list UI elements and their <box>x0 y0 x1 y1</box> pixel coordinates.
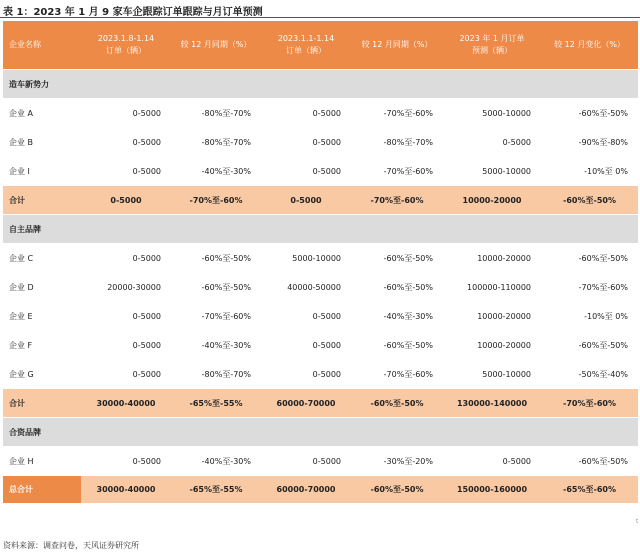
grand-total-row <box>3 476 638 503</box>
company-name-cell: 企业 H <box>3 447 81 475</box>
table-row <box>3 128 638 156</box>
section-title: 自主品牌 <box>3 215 638 243</box>
value-cell: 0-5000 <box>81 302 171 330</box>
company-name-cell: 合计 <box>3 186 81 214</box>
section-row <box>3 418 638 446</box>
title-rule <box>0 17 640 18</box>
company-name-cell: 总合计 <box>3 476 81 503</box>
company-name-cell: 企业 A <box>3 99 81 127</box>
value-cell: -60%至-50% <box>541 447 638 475</box>
value-cell: 40000-50000 <box>261 273 351 301</box>
orders-table <box>3 20 638 504</box>
value-cell: -60%至-50% <box>351 273 443 301</box>
value-cell: 30000-40000 <box>81 476 171 503</box>
value-cell: 5000-10000 <box>443 99 541 127</box>
value-cell: -30%至-20% <box>351 447 443 475</box>
company-name-cell: 企业 E <box>3 302 81 330</box>
value-cell: 100000-110000 <box>443 273 541 301</box>
company-name-cell: 合计 <box>3 389 81 417</box>
table-row <box>3 244 638 272</box>
value-cell: 0-5000 <box>81 128 171 156</box>
value-cell: 0-5000 <box>81 360 171 388</box>
table-title: 表 1：2023 年 1 月 9 家车企跟踪订单跟踪与月订单预测 <box>3 7 263 18</box>
value-cell: 0-5000 <box>81 447 171 475</box>
corner-mark: t <box>636 518 639 525</box>
value-cell: -40%至-30% <box>171 157 261 185</box>
value-cell: -65%至-55% <box>171 389 261 417</box>
value-cell: -80%至-70% <box>171 99 261 127</box>
value-cell: -60%至-50% <box>351 244 443 272</box>
value-cell: -60%至-50% <box>541 331 638 359</box>
value-cell: -65%至-60% <box>541 476 638 503</box>
value-cell: 10000-20000 <box>443 186 541 214</box>
value-cell: 0-5000 <box>81 157 171 185</box>
value-cell: -60%至-50% <box>171 273 261 301</box>
header-cell: 2023.1.8-1.14 订单（辆） <box>81 21 171 69</box>
company-name-cell: 企业 B <box>3 128 81 156</box>
header-cell: 2023 年 1 月订单 预测（辆） <box>443 21 541 69</box>
value-cell: 130000-140000 <box>443 389 541 417</box>
table-row <box>3 360 638 388</box>
value-cell: 10000-20000 <box>443 331 541 359</box>
value-cell: 0-5000 <box>261 331 351 359</box>
value-cell: 0-5000 <box>261 302 351 330</box>
value-cell: -50%至-40% <box>541 360 638 388</box>
value-cell: 5000-10000 <box>443 157 541 185</box>
value-cell: 0-5000 <box>443 128 541 156</box>
value-cell: -40%至-30% <box>171 331 261 359</box>
header-cell: 企业名称 <box>3 21 81 69</box>
value-cell: -60%至-50% <box>351 389 443 417</box>
value-cell: 20000-30000 <box>81 273 171 301</box>
value-cell: -60%至-50% <box>351 331 443 359</box>
value-cell: -60%至-50% <box>171 244 261 272</box>
source-note: 资料来源：调查问卷，天风证券研究所 <box>3 541 139 550</box>
value-cell: -90%至-80% <box>541 128 638 156</box>
value-cell: -70%至-60% <box>541 273 638 301</box>
header-cell: 较 12 月变化（%） <box>541 21 638 69</box>
header-row <box>3 21 638 69</box>
value-cell: 0-5000 <box>81 331 171 359</box>
value-cell: 0-5000 <box>81 244 171 272</box>
table-row <box>3 273 638 301</box>
section-title: 造车新势力 <box>3 70 638 98</box>
value-cell: 5000-10000 <box>443 360 541 388</box>
section-title: 合资品牌 <box>3 418 638 446</box>
subtotal-row <box>3 389 638 417</box>
value-cell: 0-5000 <box>261 186 351 214</box>
value-cell: 30000-40000 <box>81 389 171 417</box>
value-cell: -60%至-50% <box>541 99 638 127</box>
value-cell: -80%至-70% <box>171 128 261 156</box>
value-cell: 0-5000 <box>261 99 351 127</box>
company-name-cell: 企业 F <box>3 331 81 359</box>
value-cell: -40%至-30% <box>171 447 261 475</box>
header-cell: 2023.1.1-1.14 订单（辆） <box>261 21 351 69</box>
value-cell: -60%至-50% <box>541 244 638 272</box>
company-name-cell: 企业 D <box>3 273 81 301</box>
value-cell: -65%至-55% <box>171 476 261 503</box>
value-cell: -70%至-60% <box>171 186 261 214</box>
section-row <box>3 70 638 98</box>
value-cell: 0-5000 <box>261 128 351 156</box>
value-cell: 0-5000 <box>261 157 351 185</box>
value-cell: -60%至-50% <box>351 476 443 503</box>
table-row <box>3 99 638 127</box>
table-row <box>3 157 638 185</box>
value-cell: -10%至 0% <box>541 302 638 330</box>
value-cell: -70%至-60% <box>351 186 443 214</box>
value-cell: 10000-20000 <box>443 244 541 272</box>
value-cell: 5000-10000 <box>261 244 351 272</box>
value-cell: -60%至-50% <box>541 186 638 214</box>
table-body <box>3 70 638 503</box>
value-cell: 0-5000 <box>81 99 171 127</box>
section-row <box>3 215 638 243</box>
value-cell: 0-5000 <box>443 447 541 475</box>
value-cell: 60000-70000 <box>261 476 351 503</box>
table-row <box>3 331 638 359</box>
table-row <box>3 302 638 330</box>
value-cell: -40%至-30% <box>351 302 443 330</box>
company-name-cell: 企业 I <box>3 157 81 185</box>
company-name-cell: 企业 C <box>3 244 81 272</box>
table-row <box>3 447 638 475</box>
value-cell: -10%至 0% <box>541 157 638 185</box>
value-cell: -70%至-60% <box>541 389 638 417</box>
value-cell: -80%至-70% <box>171 360 261 388</box>
value-cell: 150000-160000 <box>443 476 541 503</box>
value-cell: 60000-70000 <box>261 389 351 417</box>
value-cell: 0-5000 <box>261 447 351 475</box>
value-cell: -70%至-60% <box>351 360 443 388</box>
value-cell: -70%至-60% <box>351 157 443 185</box>
value-cell: 0-5000 <box>81 186 171 214</box>
value-cell: 10000-20000 <box>443 302 541 330</box>
header-cell: 较 12 月同期（%） <box>171 21 261 69</box>
value-cell: -80%至-70% <box>351 128 443 156</box>
subtotal-row <box>3 186 638 214</box>
value-cell: -70%至-60% <box>171 302 261 330</box>
header-cell: 较 12 月同期（%） <box>351 21 443 69</box>
company-name-cell: 企业 G <box>3 360 81 388</box>
value-cell: 0-5000 <box>261 360 351 388</box>
value-cell: -70%至-60% <box>351 99 443 127</box>
